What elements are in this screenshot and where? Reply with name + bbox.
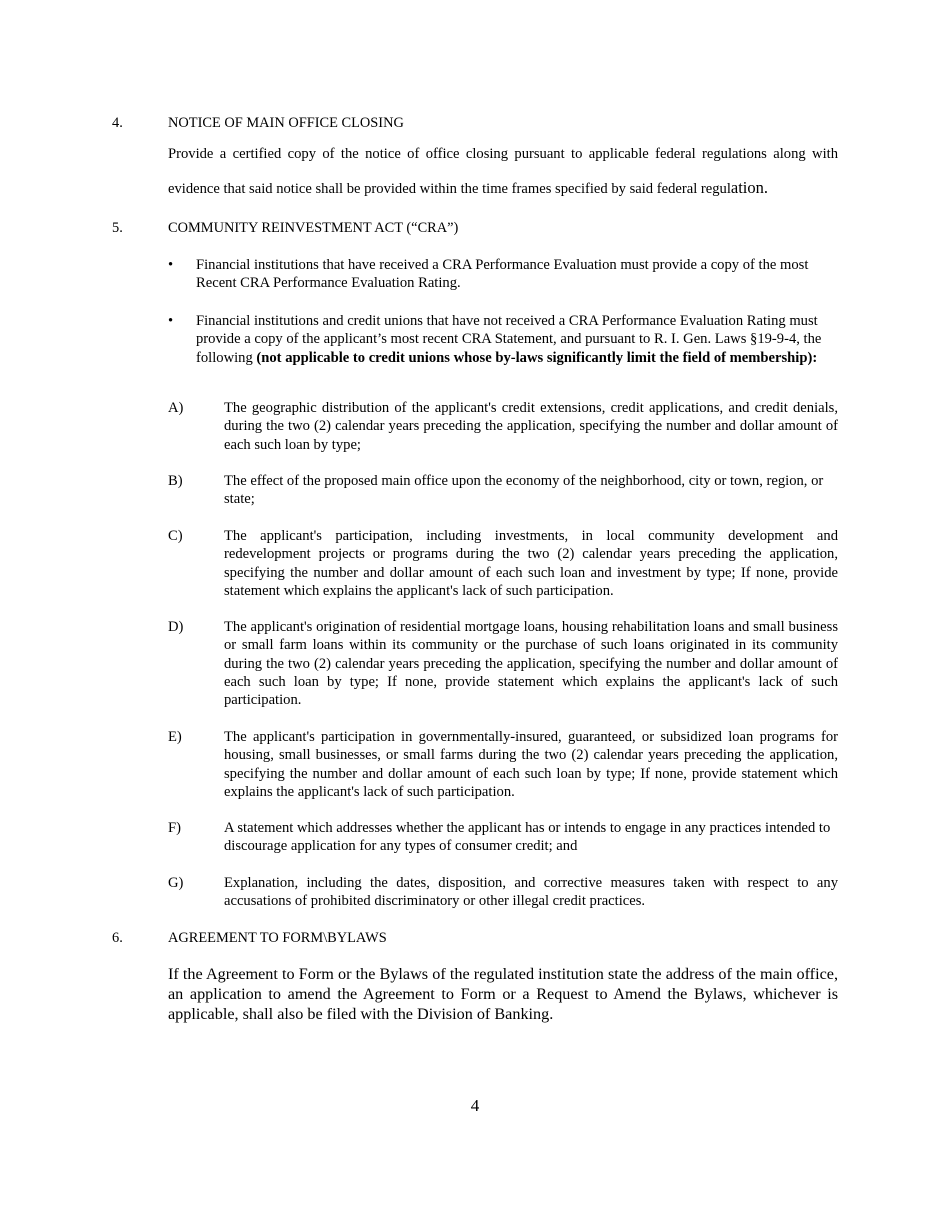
item-text: The applicant's participation in governmentally-insured, guaranteed, or subsidized loan programs for housing, small businesses, or small farms during the two (2) calendar years preceding the application, specifying the number and dollar amount of each such loan by type; If none, provide statement which explains the applicant's lack of such participation. [224, 729, 838, 800]
bullet-icon: • [168, 257, 174, 273]
list-item-c [168, 527, 838, 600]
bullet-item [168, 256, 838, 293]
list-item-g [168, 874, 838, 911]
section-4-body-main: Provide a certified copy of the notice of office closing pursuant to applicable federal regulations along with evidence that said notice shall be provided within the time frames specified by said federal regul [168, 146, 838, 197]
item-label: A) [168, 400, 184, 416]
bullet-text-regular: Financial institutions and credit unions that have not received a CRA Performance Evaluation Rating must provide a copy of the applicant’s most recent CRA Statement, and pursuant to R. I. Gen. Laws §19-9-4, the following [196, 313, 822, 366]
bullet-icon: • [168, 313, 174, 329]
item-label: G) [168, 875, 184, 891]
item-label: E) [168, 729, 182, 745]
item-text: The applicant's origination of residential mortgage loans, housing rehabilitation loans and small business or small farm loans within its community or the purchase of such loans originated in its community during the two (2) calendar years preceding the application, specifying the number and dollar amount of each such loan by type; If none, provide statement which explains the applicant's lack of such participation. [224, 619, 838, 709]
section-title: AGREEMENT TO FORM\BYLAWS [168, 930, 387, 946]
section-4-body-tail: ation. [730, 178, 769, 197]
item-text: The geographic distribution of the applicant's credit extensions, credit applications, and credit denials, during the two (2) calendar years preceding the application, specifying the number and dollar amount of each such loan by type; [224, 400, 838, 453]
section-number: 4. [112, 115, 123, 131]
item-label: F) [168, 820, 181, 836]
item-label: B) [168, 473, 183, 489]
list-item-a [168, 399, 838, 454]
item-text: A statement which addresses whether the applicant has or intends to engage in any practices intended to discourage application for any types of consumer credit; and [224, 820, 831, 855]
list-item-b [168, 472, 838, 509]
section-4-body [168, 138, 838, 206]
section-title: COMMUNITY REINVESTMENT ACT (“CRA”) [168, 220, 459, 236]
item-text: The effect of the proposed main office upon the economy of the neighborhood, city or town, region, or state; [224, 473, 824, 508]
item-label: C) [168, 528, 183, 544]
item-text: The applicant's participation, including investments, in local community development and redevelopment projects or programs during the two (2) calendar years preceding the application, specifying the number and dollar amount of each such loan and investment by type; If none, provide statement which explains the applicant's lack of such participation. [224, 528, 838, 599]
list-item-d [168, 618, 838, 709]
list-item-e [168, 728, 838, 801]
bullet-text-bold: (not applicable to credit unions whose by-laws significantly limit the field of membership): [256, 349, 818, 366]
item-label: D) [168, 619, 184, 635]
section-number: 6. [112, 930, 123, 946]
bullet-item [168, 312, 838, 367]
section-number: 5. [112, 220, 123, 236]
section-6-body: If the Agreement to Form or the Bylaws of the regulated institution state the address of the main office, an application to amend the Agreement to Form or a Request to Amend the Bylaws, whichever is applicable, shall also be filed with the Division of Banking. [168, 965, 838, 1023]
item-text: Explanation, including the dates, disposition, and corrective measures taken with respect to any accusations of prohibited discriminatory or other illegal credit practices. [224, 875, 838, 910]
list-item-f [168, 819, 838, 856]
bullet-text: Financial institutions that have received a CRA Performance Evaluation must provide a copy of the most Recent CRA Performance Evaluation Rating. [196, 257, 809, 292]
bullet-text [196, 312, 838, 367]
section-title: NOTICE OF MAIN OFFICE CLOSING [168, 115, 404, 131]
page-number: 4 [470, 1096, 480, 1115]
